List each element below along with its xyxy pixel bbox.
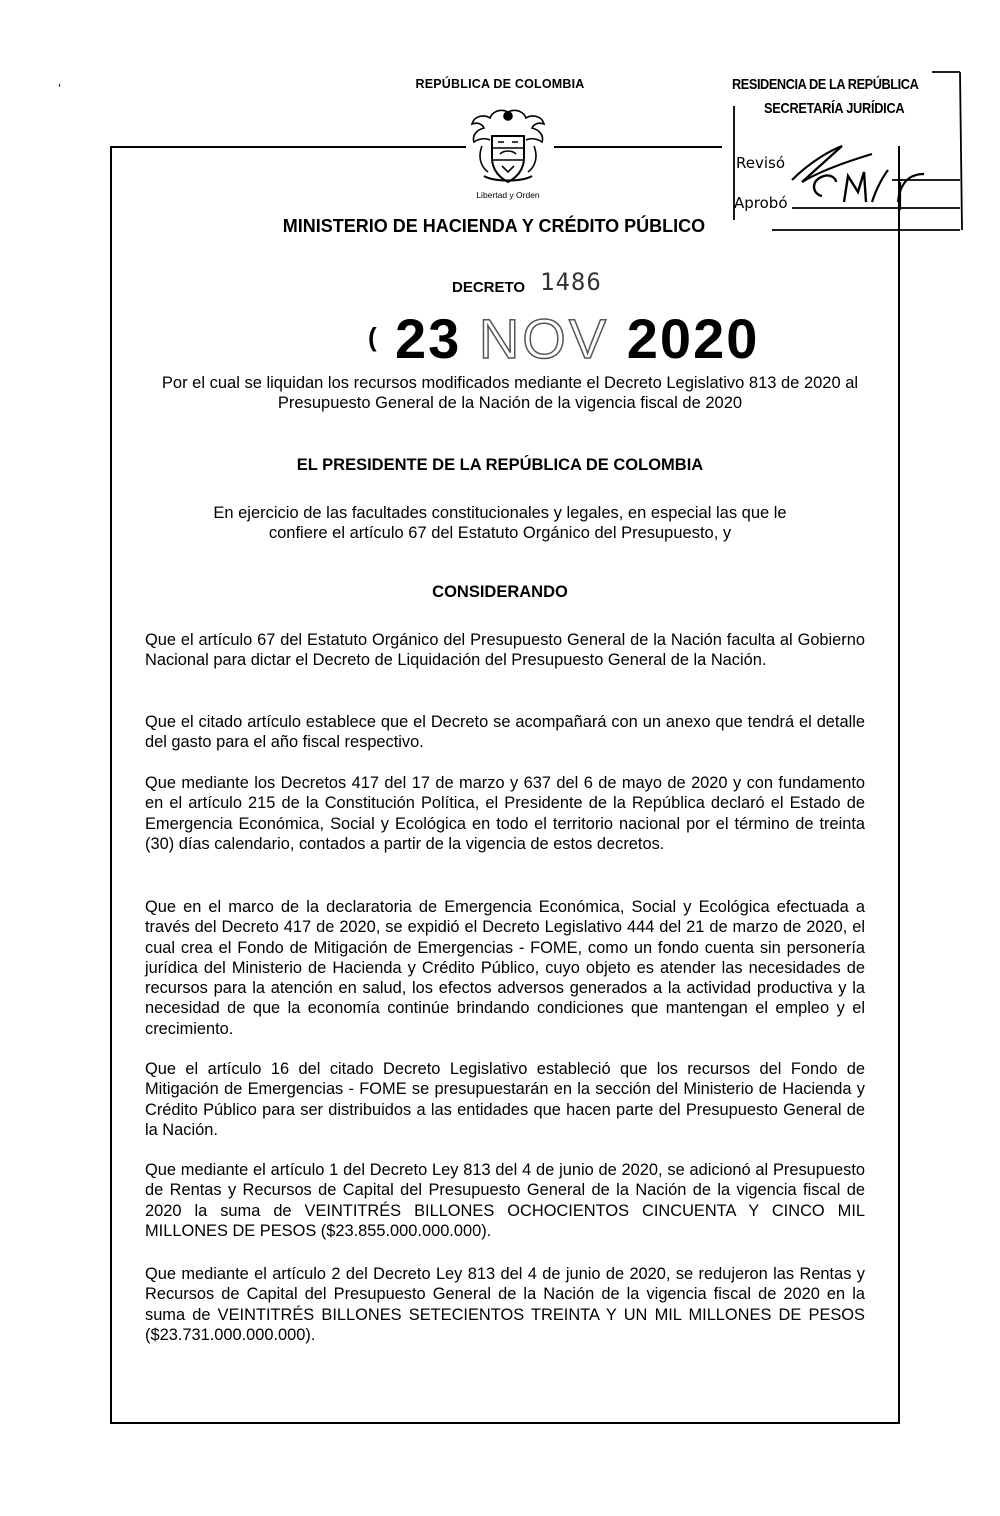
date-day: 23	[395, 307, 462, 370]
coat-of-arms-seal	[464, 106, 552, 186]
decree-number: 1486	[540, 268, 602, 296]
considerando-paragraph: Que el citado artículo establece que el Decreto se acompañará con un anexo que tendrá el detalle del gasto para el año fiscal respectivo.	[145, 713, 865, 752]
decree-subject: Por el cual se liquidan los recursos modificados mediante el Decreto Legislativo 813 de 2020 al Presupuesto General de la Nación de la vigencia fiscal de 2020	[161, 374, 859, 412]
decree-label: DECRETO	[452, 279, 526, 296]
decree-date-stamp	[395, 306, 759, 371]
frame-top-rule-right	[554, 146, 722, 148]
powers-statement: En ejercicio de las facultades constitucionales y legales, en especial las que le confiere el artículo 67 del Estatuto Orgánico del Presupuesto, y	[213, 504, 787, 542]
scan-speck: ‘	[58, 80, 62, 96]
considerando-heading: CONSIDERANDO	[432, 583, 568, 601]
stamp-reviso-label: Revisó	[736, 154, 786, 172]
ministry-title	[0, 216, 1000, 237]
presidency-review-stamp	[732, 70, 962, 234]
considerando-paragraph: Que en el marco de la declaratoria de Emergencia Económica, Social y Ecológica efectuada a través del Decreto 417 de 2020, se expidió el Decreto Legislativo 444 del 21 de marzo de 2020, el cual crea el Fondo de Mitigación de Emergencias - FOME, como un fondo cuenta sin personería jurídica del Ministerio de Hacienda y Crédito Público, cuyo objeto es atender las necesidades de recursos para la atención en salud, los efectos adversos generados a la actividad productiva y la necesidad de que la economía continúe brindando condiciones que mantengan el empleo y el crecimiento.	[145, 898, 865, 1038]
republica-title: REPÚBLICA DE COLOMBIA	[415, 77, 585, 91]
date-year: 2020	[626, 307, 760, 370]
date-bracket-mark: (	[368, 322, 377, 352]
president-heading: EL PRESIDENTE DE LA REPÚBLICA DE COLOMBIA	[296, 456, 704, 474]
considerando-paragraph: Que mediante los Decretos 417 del 17 de marzo y 637 del 6 de mayo de 2020 y con fundamento en el artículo 215 de la Constitución Política, el Presidente de la República declaró el Estado de Emergencia Económica, Social y Ecológica en todo el territorio nacional por el término de treinta (30) días calendario, contados a partir de la vigencia de estos decretos.	[145, 774, 865, 853]
stamp-line-presidencia: RESIDENCIA DE LA REPÚBLICA	[732, 76, 919, 93]
stamp-aprobo-label: Aprobó	[734, 194, 788, 212]
ministry-title-text: MINISTERIO DE HACIENDA Y CRÉDITO PÚBLICO	[282, 216, 706, 236]
considerando-paragraph: Que mediante el artículo 2 del Decreto Ley 813 del 4 de junio de 2020, se redujeron las Rentas y Recursos de Capital del Presupuesto General de la Nación de la vigencia fiscal de 2020 en la suma de VEINTITRÉS BILLONES SETECIENTOS TREINTA Y UN MIL MILLONES DE PESOS ($23.731.000.000.000).	[145, 1265, 865, 1344]
considerando-paragraph: Que el artículo 67 del Estatuto Orgánico del Presupuesto General de la Nación faculta al Gobierno Nacional para dictar el Decreto de Liquidación del Presupuesto General de la Nación.	[145, 631, 865, 670]
considerando-paragraph: Que mediante el artículo 1 del Decreto Ley 813 del 4 de junio de 2020, se adicionó al Presupuesto de Rentas y Recursos de Capital del Presupuesto General de la Nación de la vigencia fiscal de 2020 la suma de VEINTITRÉS BILLONES OCHOCIENTOS CINCUENTA Y CINCO MIL MILLONES DE PESOS ($23.855.000.000.000).	[145, 1161, 865, 1240]
frame-top-rule-left	[110, 146, 466, 148]
seal-motto: Libertad y Orden	[476, 190, 540, 200]
date-month: NOV	[478, 307, 610, 370]
stamp-line-secretaria: SECRETARÍA JURÍDICA	[764, 100, 905, 117]
considerando-paragraph: Que el artículo 16 del citado Decreto Legislativo estableció que los recursos del Fondo de Mitigación de Emergencias - FOME se presupuestarán en la sección del Ministerio de Hacienda y Crédito Público para ser distribuidos a las entidades que hacen parte del Presupuesto General de la Nación.	[145, 1060, 865, 1139]
